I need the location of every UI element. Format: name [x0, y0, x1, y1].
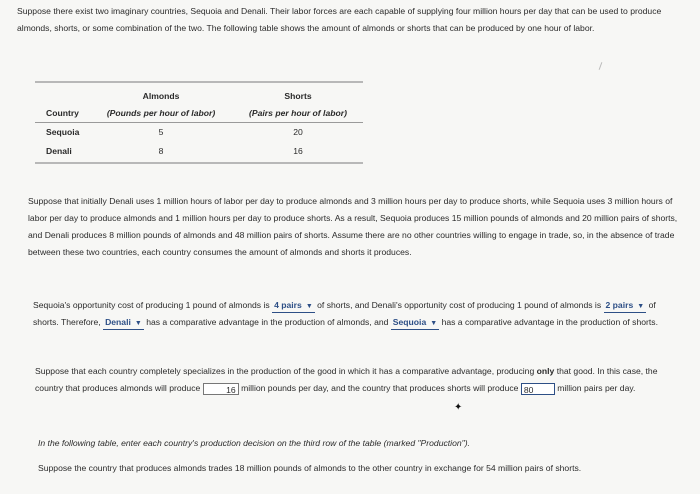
text-segment: Sequoia's opportunity cost of producing 1 pound of almonds is [33, 300, 270, 310]
text-segment: that good. In this case, the country that produces almonds will produce [35, 366, 658, 393]
table-bottom-rule [35, 162, 363, 164]
table-header-rule [35, 122, 363, 123]
opportunity-cost-paragraph [33, 297, 673, 331]
dropdown-value: Sequoia [392, 317, 427, 327]
mouse-cursor-icon: ✦ [454, 402, 463, 413]
shorts-advantage-dropdown[interactable] [391, 317, 439, 330]
productivity-table [35, 78, 363, 168]
shorts-header: Shorts [284, 91, 312, 101]
caret-down-icon: ▼ [637, 303, 645, 310]
caret-down-icon: ▼ [134, 320, 142, 327]
almonds-production-input[interactable]: 16 [203, 383, 239, 395]
text-segment: of shorts, and Denali's opportunity cost of producing 1 pound of almonds is [317, 300, 602, 310]
denali-opp-cost-dropdown[interactable] [604, 300, 647, 313]
trade-text: Suppose the country that produces almonds trades 18 million pounds of almonds to the other country in exchange for 54 million pairs of shorts. [38, 463, 582, 473]
country-header: Country [46, 108, 79, 118]
caret-down-icon: ▼ [430, 320, 438, 327]
row-almonds-value: 5 [158, 127, 164, 137]
caret-down-icon: ▼ [305, 303, 313, 310]
text-segment: has a comparative advantage in the production of almonds, and [146, 317, 389, 327]
row-almonds-value: 8 [158, 146, 164, 156]
dropdown-value: Denali [105, 317, 131, 327]
shorts-production-input[interactable]: 80 [521, 383, 555, 395]
row-country: Sequoia [46, 127, 80, 137]
shorts-unit-header: (Pairs per hour of labor) [249, 108, 347, 118]
almonds-unit-header: (Pounds per hour of labor) [106, 108, 216, 118]
text-segment: of shorts. Therefore, [33, 300, 656, 327]
intro-paragraph: Suppose there exist two imaginary countries, Sequoia and Denali. Their labor forces are each capable of supplying four million hours per day that can be used to produce almonds, shorts, or some combination of the two. The following table shows the amount of almonds or shorts that can be produced by one hour of labor. [17, 6, 662, 33]
emphasis-text: only [536, 366, 555, 376]
stray-mark [599, 62, 603, 70]
almonds-advantage-dropdown[interactable] [103, 317, 144, 330]
row-country: Denali [46, 146, 72, 156]
text-segment: million pounds per day, and the country that produces shorts will produce [241, 383, 519, 393]
scenario-paragraph: Suppose that initially Denali uses 1 million hours of labor per day to produce almonds and 3 million hours per day to produce shorts, while Sequoia uses 3 million hours of labor per day to produce almonds and 1 million hours per day to produce shorts. As a result, Sequoia produces 15 million pounds of almonds and 20 million pairs of shorts, and Denali produces 8 million pounds of almonds and 48 million pairs of shorts. Assume there are no other countries willing to engage in trade, so, in the absence of trade between these two countries, each country consumes the amount of almonds and shorts it produces. [28, 196, 678, 257]
sequoia-opp-cost-dropdown[interactable] [272, 300, 315, 313]
text-segment: million pairs per day. [557, 383, 636, 393]
almonds-header: Almonds [142, 91, 180, 101]
table-top-rule [35, 81, 363, 83]
text-segment: Suppose that each country completely specializes in the production of the good in which it has a comparative advantage, producing [35, 366, 535, 376]
row-shorts-value: 16 [293, 146, 303, 156]
instruction-text: In the following table, enter each country's production decision on the third row of the table (marked "Production"). [38, 438, 470, 448]
text-segment: has a comparative advantage in the production of shorts. [441, 317, 658, 327]
dropdown-value: 2 pairs [605, 300, 634, 310]
specialization-paragraph [35, 363, 675, 397]
row-shorts-value: 20 [293, 127, 303, 137]
dropdown-value: 4 pairs [274, 300, 302, 310]
